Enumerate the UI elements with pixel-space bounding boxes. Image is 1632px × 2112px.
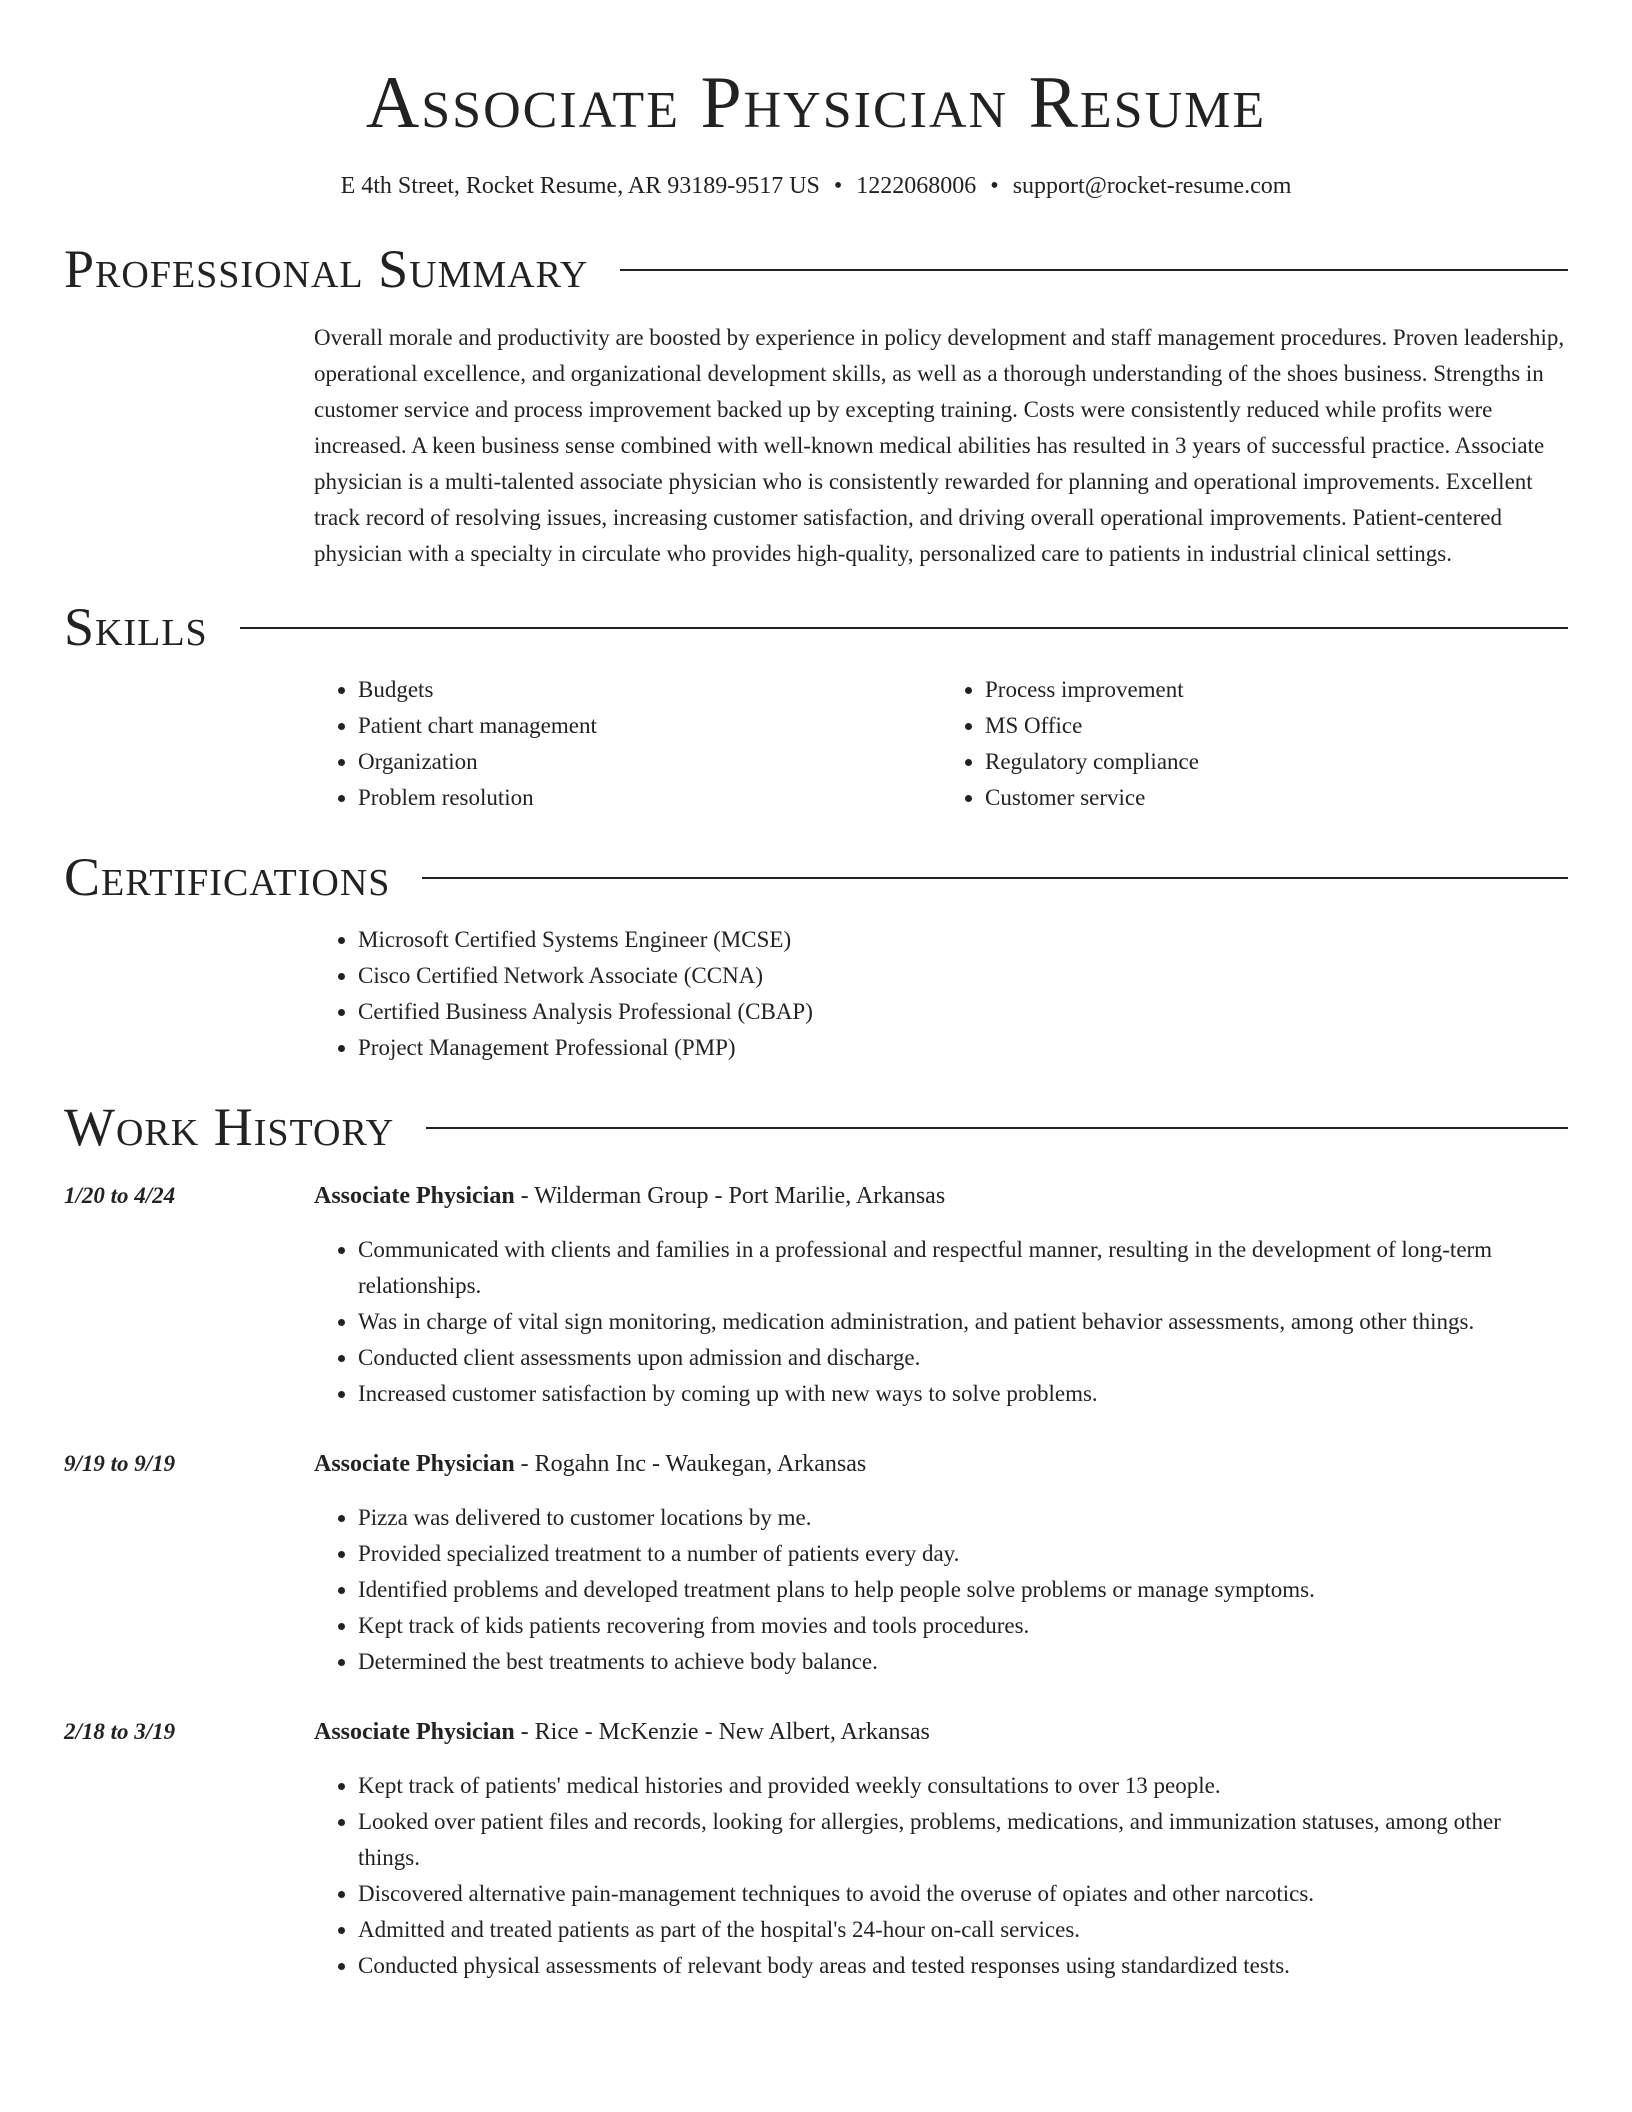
job-entry — [64, 1178, 1568, 1412]
list-item: • Regulatory compliance — [985, 744, 1568, 780]
job-employer: - Rogahn Inc - Waukegan, Arkansas — [514, 1451, 867, 1477]
list-item: • Pizza was delivered to customer locations by me. — [358, 1500, 1568, 1536]
work-heading: Work History — [64, 1097, 395, 1157]
skills-column-left — [314, 672, 941, 816]
certifications-heading: Certifications — [64, 847, 391, 907]
list-item: • Discovered alternative pain-management techniques to avoid the overuse of opiates and other narcotics. — [358, 1876, 1568, 1912]
contact-phone: 1222068006 — [856, 173, 977, 199]
section-divider — [620, 269, 1568, 271]
list-item: • Looked over patient files and records, looking for allergies, problems, medications, and immunization statuses, among other things. — [358, 1804, 1568, 1876]
contact-line — [64, 174, 1568, 198]
list-item: • Budgets — [358, 672, 941, 708]
list-item: • Cisco Certified Network Associate (CCNA) — [358, 958, 1568, 994]
job-title: Associate Physician — [314, 1183, 515, 1209]
section-divider — [422, 877, 1568, 879]
job-title-line — [314, 1446, 1568, 1482]
list-item: • Conducted client assessments upon admission and discharge. — [358, 1340, 1568, 1376]
list-item: • MS Office — [985, 708, 1568, 744]
certifications-items — [314, 922, 1568, 1066]
list-item: • Patient chart management — [358, 708, 941, 744]
list-item: • Kept track of kids patients recovering from movies and tools procedures. — [358, 1608, 1568, 1644]
list-item: • Provided specialized treatment to a number of patients every day. — [358, 1536, 1568, 1572]
list-item: • Kept track of patients' medical histories and provided weekly consultations to over 13 people. — [358, 1768, 1568, 1804]
job-title-line — [314, 1178, 1568, 1214]
job-entry — [64, 1714, 1568, 1984]
list-item: • Certified Business Analysis Professional (CBAP) — [358, 994, 1568, 1030]
job-title: Associate Physician — [314, 1451, 515, 1477]
job-dates: 9/19 to 9/19 — [64, 1451, 176, 1476]
list-item: • Identified problems and developed treatment plans to help people solve problems or manage symptoms. — [358, 1572, 1568, 1608]
job-body — [314, 1714, 1568, 1984]
list-item: • Organization — [358, 744, 941, 780]
certifications-list — [314, 922, 1568, 1066]
certifications-section-header — [64, 847, 1568, 907]
list-item: • Determined the best treatments to achieve body balance. — [358, 1644, 1568, 1680]
job-employer: - Rice - McKenzie - New Albert, Arkansas — [514, 1719, 930, 1745]
list-item: • Process improvement — [985, 672, 1568, 708]
list-item: • Conducted physical assessments of relevant body areas and tested responses using standardized tests. — [358, 1948, 1568, 1984]
contact-separator: • — [833, 173, 843, 199]
job-body — [314, 1446, 1568, 1680]
section-divider — [426, 1127, 1568, 1129]
section-divider — [240, 627, 1568, 629]
summary-text: Overall morale and productivity are boosted by experience in policy development and staff management procedures. Proven leadership, operational excellence, and organizational development skills, as well as a thorough understanding of the shoes business. Strengths in customer service and process improvement backed up by excepting training. Costs were consistently reduced while profits were increased. A keen business sense combined with well-known medical abilities has resulted in 3 years of successful practice. Associate physician is a multi-talented associate physician who is consistently rewarded for planning and operational improvements. Excellent track record of resolving issues, increasing customer satisfaction, and driving overall operational improvements. Patient-centered physician with a specialty in circulate who provides high-quality, personalized care to patients in industrial clinical settings. — [314, 325, 1565, 566]
job-dates: 2/18 to 3/19 — [64, 1719, 176, 1744]
list-item: • Admitted and treated patients as part of the hospital's 24-hour on-call services. — [358, 1912, 1568, 1948]
skills-list — [314, 672, 1568, 816]
summary-heading: Professional Summary — [64, 239, 589, 299]
resume-title: Associate Physician Resume — [365, 62, 1267, 144]
job-body — [314, 1178, 1568, 1412]
work-section-header — [64, 1097, 1568, 1157]
contact-address: E 4th Street, Rocket Resume, AR 93189-9517 US — [340, 173, 820, 199]
job-bullets — [314, 1500, 1568, 1680]
list-item: • Customer service — [985, 780, 1568, 816]
list-item: • Increased customer satisfaction by coming up with new ways to solve problems. — [358, 1376, 1568, 1412]
job-entry — [64, 1446, 1568, 1680]
job-title-line — [314, 1714, 1568, 1750]
skills-heading: Skills — [64, 597, 208, 657]
list-item: • Communicated with clients and families in a professional and respectful manner, resulting in the development of long-term relationships. — [358, 1232, 1568, 1304]
contact-email: support@rocket-resume.com — [1012, 173, 1292, 199]
job-bullets — [314, 1232, 1568, 1412]
list-item: • Problem resolution — [358, 780, 941, 816]
job-dates: 1/20 to 4/24 — [64, 1183, 176, 1208]
list-item: • Was in charge of vital sign monitoring, medication administration, and patient behavior assessments, among other things. — [358, 1304, 1568, 1340]
summary-section-header — [64, 239, 1568, 299]
list-item: • Project Management Professional (PMP) — [358, 1030, 1568, 1066]
skills-column-right — [941, 672, 1568, 816]
job-title: Associate Physician — [314, 1719, 515, 1745]
skills-section-header — [64, 597, 1568, 657]
job-bullets — [314, 1768, 1568, 1984]
list-item: • Microsoft Certified Systems Engineer (MCSE) — [358, 922, 1568, 958]
job-employer: - Wilderman Group - Port Marilie, Arkansas — [514, 1183, 946, 1209]
contact-separator: • — [990, 173, 999, 199]
